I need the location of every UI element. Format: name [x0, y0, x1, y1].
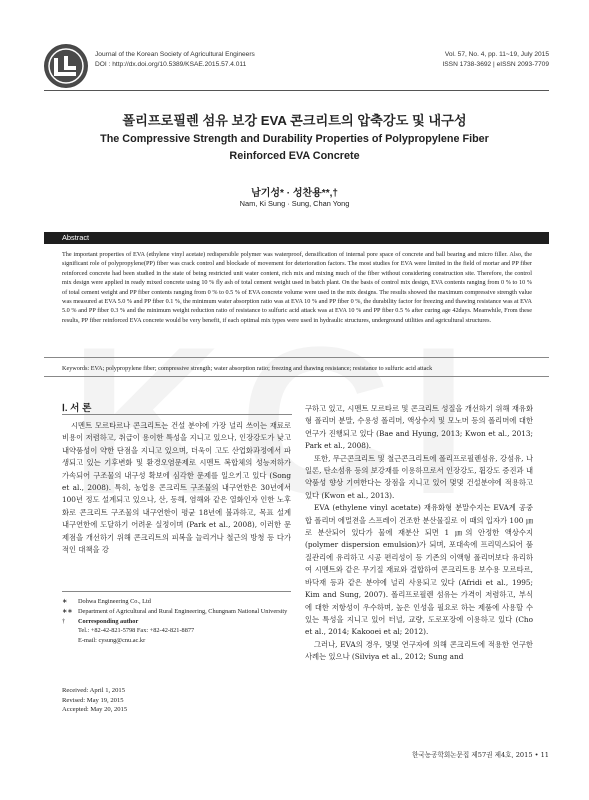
footnote-affiliation-2 — [62, 607, 291, 617]
journal-logo-icon — [44, 44, 88, 88]
title-english-line-2: Reinforced EVA Concrete — [229, 150, 360, 162]
footnote-mark: † — [62, 617, 66, 625]
keywords-divider-bottom — [44, 376, 549, 377]
issn-line: ISSN 1738-3692 | eISSN 2093-7709 — [442, 61, 549, 68]
paragraph: EVA (ethylene vinyl acetate) 재유화형 분말수지는 EVA계 공중합 폴리머 에멀젼을 스프레이 건조한 분산물질로 이 때의 입자가 100 ㎛로 분산되어 있다가 물에 재분산 되면 1 ㎛의 안정한 액상수지 (polymer dispersion emulsion)가 되며, 포대속에 프리믹스되어 품질관리에 유리하고 시공 편리성이 등 기존의 이액형 폴리머보다 유리하여 시멘트와 같은 무기질 재료와 결합하여 콘크리트용 보수용 모르타르, 바닥재 등과 같은 분야에 널리 사용되고 있다 (Afridi et al., 1995; Kim and Sung, 2007). 폴리프로필렌 섬유는 가격이 저렴하고, 부식에 대한 저항성이 우수하며, 높은 인성을 필요로 하는 제품에 사용할 수 있는 특성을 지니고 있어 터널, 교량, 도로포장에 이용하고 있다 (Cho et al., 2014; Kakooei et al; 2012). — [305, 503, 533, 637]
footnote-mark: ∗∗ — [62, 607, 73, 615]
paragraph: 그러나, EVA의 경우, 몇몇 연구자에 의해 콘크리트에 적용한 연구한 사례는 있으나 (Silviya et al., 2012; Sung and — [305, 639, 533, 662]
volume-line: Vol. 57, No. 4, pp. 11~19, July 2015 — [444, 51, 549, 58]
footnote-email-link[interactable]: E-mail: cysung@cnu.ac.kr — [78, 637, 146, 645]
journal-info — [95, 50, 255, 70]
footnotes — [62, 597, 291, 646]
doi-link[interactable]: DOI : http://dx.doi.org/10.5389/KSAE.2015.57.4.011 — [95, 61, 247, 68]
abstract-text: The important properties of EVA (ethylene vinyl acetate) redispersible polymer was waterproof, densification of internal pore space of concrete and ball bearing and micro filler. Also, the significant role of polypropylene(PP) fiber was crack control and blockade of movement for deterioration factors. The most studies for EVA were limited in the field of mortar and PP fiber reinforced concrete had been studied in the state of being restricted unit water content, rich mix and mixing much of the fiber without considering construction site. Therefore, the control mix design were applied in ready mixed concrete using 10 % fly ash of total cement weight used in batch plant. On the basis of control mix design, EVA contents ranging from 0 % to 10 % of total cement weight and PP fiber contents ranging from 0 % to 0.5 % of EVA concrete volume were used in the mix designs. The results showed the maximum compressive strength value was measured at EVA 5.0 % and PP fiber 0.1 %, the minimum water absorption ratio was at EVA 10 % and PP fiber 0 %, the durability factor for freezing and thawing resistance was at EVA 5.0 % and PP fiber 0.3 % and the minimum weight reduction ratio of resistance to sulfuric acid attack was at EVA 10 % and PP fiber 0.5 % after curing age 42days. Meanwhile, From these results, PP fiber reinforced EVA concrete would be very benefit, if each optimal mix types were used in hydraulic structures, underground utilities and agricultural structures. — [62, 251, 532, 324]
footnote-text: Dohwa Engineering Co., Ltd — [78, 598, 151, 605]
body-column-left — [62, 420, 291, 556]
date-revised: Revised: May 19, 2015 — [62, 696, 124, 704]
keywords-divider-top — [44, 357, 549, 358]
footnote-corresponding — [62, 617, 291, 627]
volume-info — [442, 50, 549, 70]
footnote-phone — [62, 626, 291, 636]
body-column-right — [305, 403, 533, 664]
paragraph: 구하고 있고, 시멘트 모르타르 및 콘크리트 성질을 개선하기 위해 재유화형 폴리머 분말, 수용성 폴리머, 액상수지 및 모노머 등의 폴리머에 대한 연구가 진행되고 있다 (Bae and Hyung, 2013; Kwon et al., 2013; Park et al., 2008). — [305, 404, 533, 451]
footnote-email — [62, 636, 291, 646]
date-received: Received: April 1, 2015 — [62, 687, 125, 694]
section-title: Ⅰ. 서 론 — [62, 403, 92, 414]
section-divider — [62, 414, 292, 415]
footnote-mark — [62, 626, 78, 636]
footnote-text: Department of Agricultural and Rural Engineering, Chungnam National University — [78, 607, 288, 615]
page-footer: 한국농공학회논문집 제57권 제4호, 2015 • 11 — [411, 751, 549, 759]
header-divider — [44, 90, 549, 91]
paragraph: 또한, 무근콘크리트 및 철근콘크리트에 폴리프로필렌섬유, 강섬유, 나일론, 탄소섬유 등의 보강재를 이용하므로서 인장강도, 휨강도 증진과 내약품성 향상 기여한다는 장점을 지니고 있어 몇몇 건설분야에 적용하고 있다 (Kwon et al., 2013). — [305, 453, 533, 500]
title-english-line-1: The Compressive Strength and Durability Properties of Polypropylene Fiber — [100, 133, 489, 145]
footnote-mark — [62, 636, 78, 646]
footnote-text: Tel.: +82-42-821-5798 Fax: +82-42-821-8877 — [78, 627, 195, 635]
title-korean: 폴리프로필렌 섬유 보강 EVA 콘크리트의 압축강도 및 내구성 — [122, 113, 467, 128]
paragraph: 시멘트 모르타르나 콘크리트는 건설 분야에 가장 널리 쓰이는 재료로 비용이 저렴하고, 취급이 용이한 특성을 지니고 있으나, 인장강도가 낮고 내약품성이 약한 단점을 지니고 있으며, 더욱이 고도 산업화과정에서 파생되고 있는 기후변화 및 환경오염문제로 시멘트 복합체의 성능저하가 가속되어 구조물의 내구성 확보에 심각한 문제를 일으키고 있다 (Song et al., 2008). 특히, 농업용 콘크리트 구조물의 내구연한은 30년에서 100년 정도 설계되고 있으나, 산, 동해, 염해와 같은 열화인자 인한 노후화로 콘크리트 구조물의 내구연한이 평균 18년에 불과하고, 목표 설계 내구연한에 도달하기 어려운 실정이며 (Park et al., 2008), 이러한 문제점을 개선하기 위해 콘크리트의 피복을 늘리거나 철근의 방청 등 다가적인 대책을 강 — [62, 421, 291, 555]
abstract-label: Abstract — [62, 233, 90, 242]
article-dates — [62, 686, 127, 715]
keywords: Keywords: EVA; polypropylene fiber; compressive strength; water absorption ratio; freezing and thawing resistance; resistance to sulfuric acid attack — [62, 365, 433, 372]
date-accepted: Accepted: May 20, 2015 — [62, 706, 128, 714]
journal-name: Journal of the Korean Society of Agricultural Engineers — [95, 51, 255, 58]
footnote-divider — [62, 591, 291, 592]
authors-korean: 남기성* · 성찬용**,† — [251, 188, 338, 199]
abstract-bar — [44, 232, 549, 244]
footnote-mark: ∗ — [62, 598, 68, 605]
footnote-affiliation-1 — [62, 597, 291, 607]
authors-english: Nam, Ki Sung · Sung, Chan Yong — [239, 199, 350, 208]
title-english — [40, 131, 549, 165]
footnote-text: Corresponding author — [78, 617, 139, 625]
